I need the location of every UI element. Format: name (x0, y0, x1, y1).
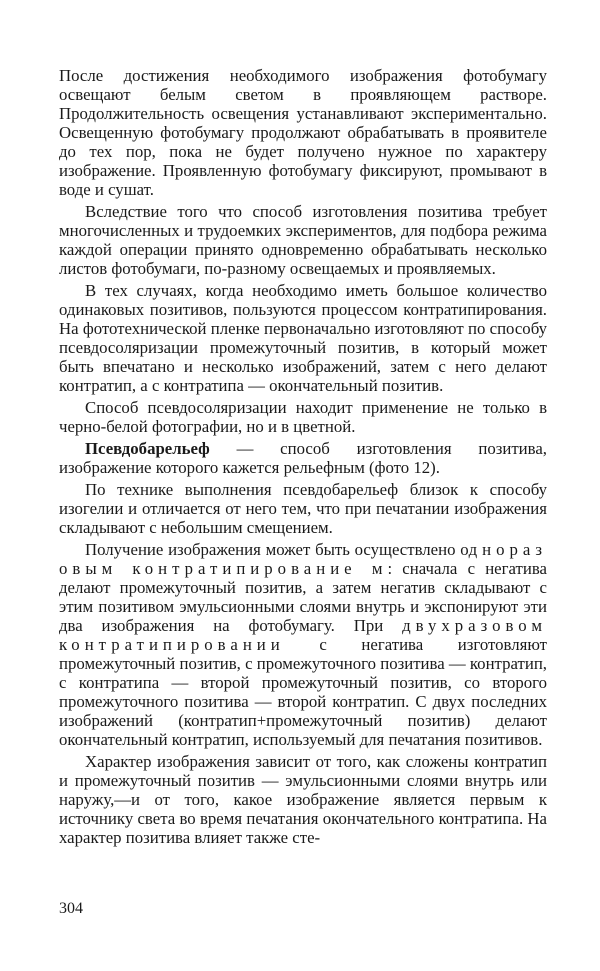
spaced-term-one-time: днораз овым контратипирование м (59, 540, 547, 578)
paragraph-5-text: — способ изготовления позитива, изображение которого кажется рельефным (фото 12). (59, 439, 547, 477)
term-pseudobarelief: Псевдобарельеф (85, 439, 210, 458)
paragraph-7-part-1: Получение изображения может быть осуществлено о (85, 540, 469, 559)
paragraph-7-part-2: : сначала с негатива делают промежуточный позитив, а затем негатив складывают с этим позитивом эмульсионными слоями внутрь и экспонируют эти два изображения на фотобумагу. При (59, 559, 547, 635)
paragraph-6: По технике выполнения псевдобарельеф близок к способу изогелии и отличается от него тем, что при печатании изображения складывают с небольшим смещением. (59, 480, 547, 537)
paragraph-7-part-3: с негатива изготовляют промежуточный позитив, с промежуточного позитива — контратип, с контратипа — второй промежуточный позитив, со второго промежуточного позитива — второй контратип. С двух последних изображений (контратип+промежуточный позитив) делают окончательный контратип, используемый для печатания позитивов. (59, 635, 547, 749)
paragraph-5 (59, 439, 547, 477)
paragraph-4: Способ псевдосоляризации находит применение не только в черно-белой фотографии, но и в цветной. (59, 398, 547, 436)
paragraph-3: В тех случаях, когда необходимо иметь большое количество одинаковых позитивов, пользуются процессом контратипирования. На фототехнической пленке первоначально изготовляют по способу псевдосоляризации промежуточный позитив, в который может быть впечатано и несколько изображений, затем с него делают контратип, а с контратипа — окончательный позитив. (59, 281, 547, 395)
paragraph-1: После достижения необходимого изображения фотобумагу освещают белым светом в проявляющем растворе. Продолжительность освещения устанавливают экспериментально. Освещенную фотобумагу продолжают обрабатывать в проявителе до тех пор, пока не будет получено нужное по характеру изображение. Проявленную фотобумагу фиксируют, промывают в воде и сушат. (59, 66, 547, 199)
page-number: 304 (59, 900, 83, 917)
paragraph-7 (59, 540, 547, 749)
body-text (59, 66, 547, 850)
paragraph-8: Характер изображения зависит от того, как сложены контратип и промежуточный позитив — эмульсионными слоями внутрь или наружу,—и от того, какое изображение является первым к источнику света во время печатания окончательного контратипа. На характер позитива влияет также сте- (59, 752, 547, 847)
paragraph-2: Вследствие того что способ изготовления позитива требует многочисленных и трудоемких экспериментов, для подбора режима каждой операции принято одновременно обрабатывать несколько листов фотобумаги, по-разному освещаемых и проявляемых. (59, 202, 547, 278)
spaced-term-two-time: двухразовом контратипировании (59, 616, 547, 654)
